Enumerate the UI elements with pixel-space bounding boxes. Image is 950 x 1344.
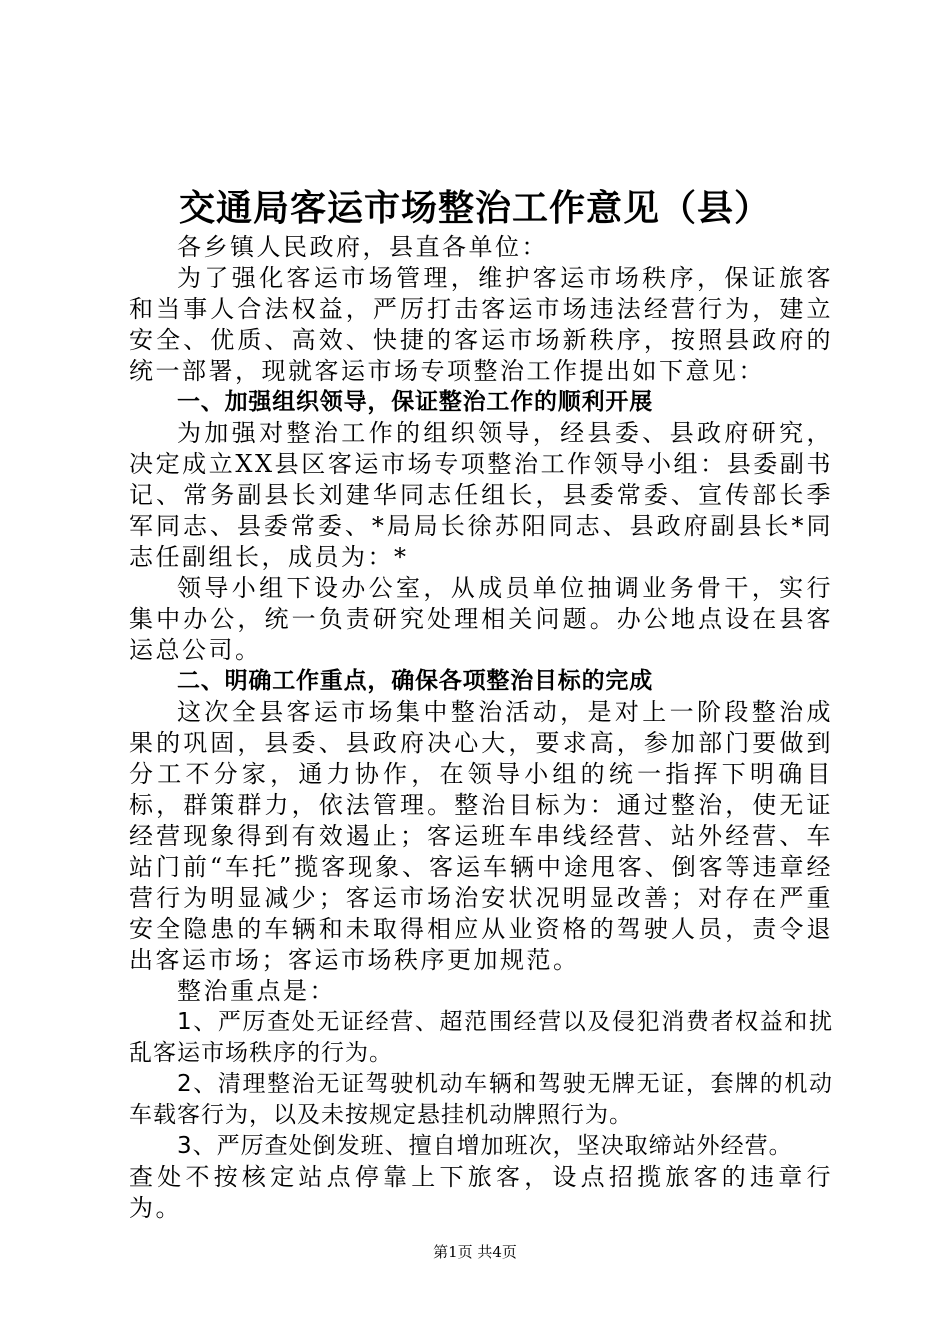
section1-paragraph-1: 为加强对整治工作的组织领导，经县委、县政府研究，决定成立XX县区客运市场专项整治工作领导小组：县委副书记、常务副县长刘建华同志任组长，县委常委、宣传部长季军同志、县委常委、*局局长徐苏阳同志、县政府副县长*同志任副组长，成员为：* [129,419,833,571]
section1-paragraph-2: 领导小组下设办公室，从成员单位抽调业务骨干，实行集中办公，统一负责研究处理相关问题。办公地点设在县客运总公司。 [129,574,833,664]
page-footer: 第1页 共4页 [433,1243,517,1261]
focus-item-3: 3、严厉查处倒发班、擅自增加班次，坚决取缔站外经营。 [177,1133,793,1159]
document-title: 交通局客运市场整治工作意见（县） [178,187,771,229]
salutation: 各乡镇人民政府，县直各单位： [177,233,548,261]
focus-intro: 整治重点是： [177,977,336,1005]
focus-item-3-continued: 查处不按核定站点停靠上下旅客，设点招揽旅客的违章行为。 [129,1163,833,1222]
focus-item-1: 1、严厉查处无证经营、超范围经营以及侵犯消费者权益和扰乱客运市场秩序的行为。 [129,1009,833,1066]
intro-paragraph: 为了强化客运市场管理，维护客运市场秩序，保证旅客和当事人合法权益，严厉打击客运市场违法经营行为，建立安全、优质、高效、快捷的客运市场新秩序，按照县政府的统一部署，现就客运市场专项整治工作提出如下意见： [129,264,833,385]
section-heading-2: 二、明确工作重点，确保各项整治目标的完成 [177,668,653,694]
focus-item-2: 2、清理整治无证驾驶机动车辆和驾驶无牌无证，套牌的机动车载客行为，以及未按规定悬挂机动牌照行为。 [129,1071,833,1128]
section2-paragraph-1: 这次全县客运市场集中整治活动，是对上一阶段整治成果的巩固，县委、县政府决心大，要求高，参加部门要做到分工不分家，通力协作，在领导小组的统一指挥下明确目标，群策群力，依法管理。整治目标为：通过整治，使无证经营现象得到有效遏止；客运班车串线经营、站外经营、车站门前“车托”揽客现象、客运车辆中途甩客、倒客等违章经营行为明显减少；客运市场治安状况明显改善；对存在严重安全隐患的车辆和未取得相应从业资格的驾驶人员，责令退出客运市场；客运市场秩序更加规范。 [129,698,833,974]
document-body [129,232,833,1224]
section-heading-1: 一、加强组织领导，保证整治工作的顺利开展 [177,389,653,415]
